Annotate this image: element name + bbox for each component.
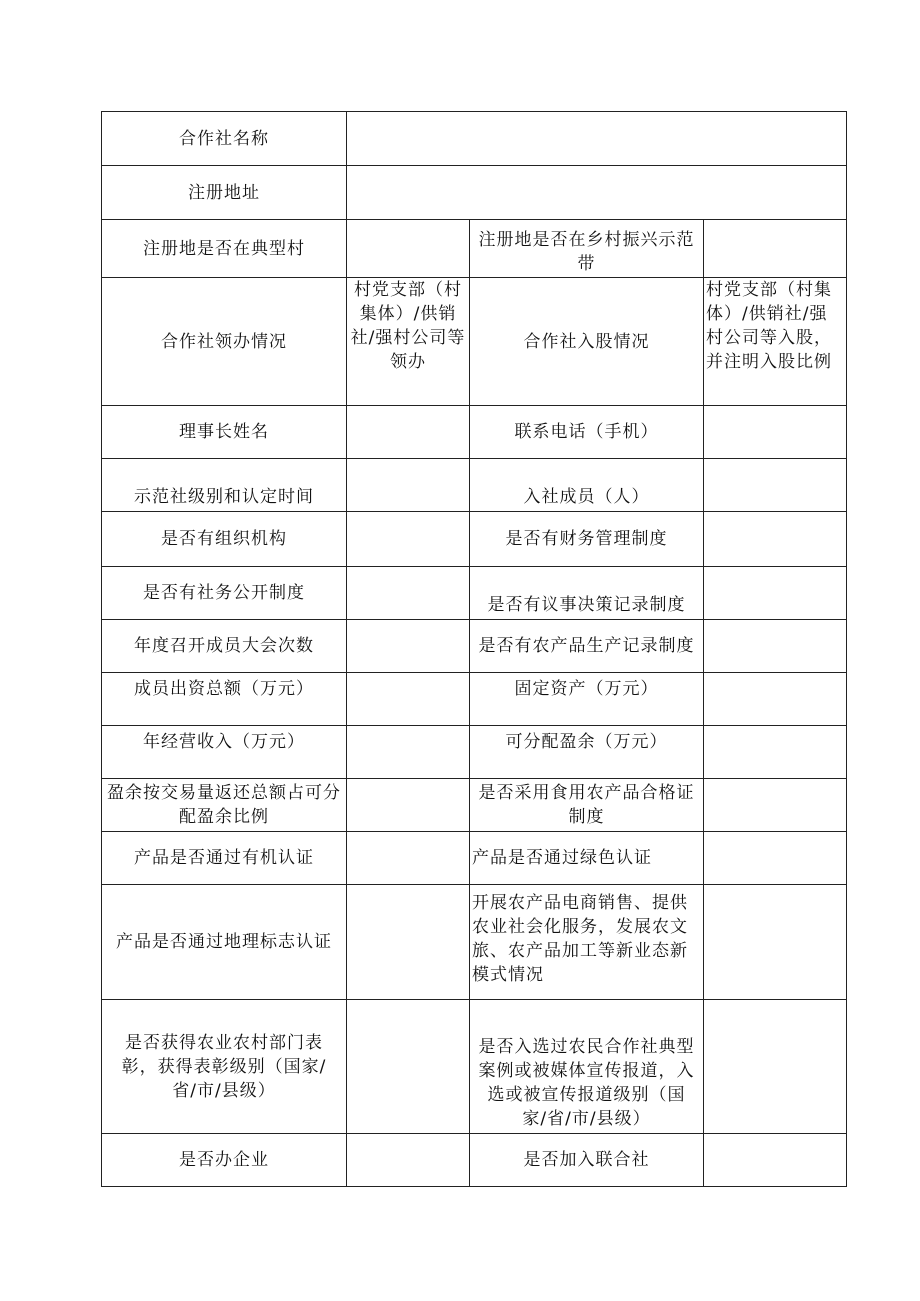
row-organization bbox=[102, 512, 847, 567]
field-runs-enterprise[interactable] bbox=[347, 1134, 470, 1187]
label-leadership: 合作社领办情况 bbox=[102, 278, 347, 406]
label-green-certified: 产品是否通过绿色认证 bbox=[470, 832, 704, 885]
label-runs-enterprise: 是否办企业 bbox=[102, 1134, 347, 1187]
row-certifications bbox=[102, 832, 847, 885]
row-assembly bbox=[102, 620, 847, 673]
row-chairman bbox=[102, 406, 847, 459]
field-green-certified[interactable] bbox=[704, 832, 847, 885]
label-affairs-disclosure: 是否有社务公开制度 bbox=[102, 567, 347, 620]
label-member-capital: 成员出资总额（万元） bbox=[102, 673, 347, 726]
label-typical-village: 注册地是否在典型村 bbox=[102, 220, 347, 278]
field-cooperative-name[interactable] bbox=[347, 112, 847, 166]
row-geo-and-new-models bbox=[102, 885, 847, 1000]
label-decision-records: 是否有议事决策记录制度 bbox=[470, 567, 704, 620]
field-assembly-count[interactable] bbox=[347, 620, 470, 673]
field-organization[interactable] bbox=[347, 512, 470, 567]
field-new-business-models[interactable] bbox=[704, 885, 847, 1000]
label-organization: 是否有组织机构 bbox=[102, 512, 347, 567]
row-registered-address bbox=[102, 166, 847, 220]
note-leadership[interactable]: 村党支部（村集体）/供销社/强村公司等领办 bbox=[347, 278, 470, 406]
field-geo-indication[interactable] bbox=[347, 885, 470, 1000]
label-finance-system: 是否有财务管理制度 bbox=[470, 512, 704, 567]
row-surplus-return bbox=[102, 779, 847, 832]
field-joined-federation[interactable] bbox=[704, 1134, 847, 1187]
label-food-certificate: 是否采用食用农产品合格证制度 bbox=[470, 779, 704, 832]
field-contact-phone[interactable] bbox=[704, 406, 847, 459]
label-typical-case-media: 是否入选过农民合作社典型案例或被媒体宣传报道，入选或被宣传报道级别（国家/省/市/县级） bbox=[470, 1000, 704, 1134]
row-cooperative-name bbox=[102, 112, 847, 166]
label-fixed-assets: 固定资产（万元） bbox=[470, 673, 704, 726]
label-surplus-return: 盈余按交易量返还总额占可分配盈余比例 bbox=[102, 779, 347, 832]
label-revitalization-zone: 注册地是否在乡村振兴示范带 bbox=[470, 220, 704, 278]
field-revitalization-zone[interactable] bbox=[704, 220, 847, 278]
row-capital bbox=[102, 673, 847, 726]
label-production-records: 是否有农产品生产记录制度 bbox=[470, 620, 704, 673]
label-member-count: 入社成员（人） bbox=[470, 459, 704, 512]
label-ministry-commendation: 是否获得农业农村部门表彰，获得表彰级别（国家/省/市/县级） bbox=[102, 1000, 347, 1134]
field-decision-records[interactable] bbox=[704, 567, 847, 620]
field-distributable-surplus[interactable] bbox=[704, 726, 847, 779]
label-assembly-count: 年度召开成员大会次数 bbox=[102, 620, 347, 673]
field-annual-revenue[interactable] bbox=[347, 726, 470, 779]
field-ministry-commendation[interactable] bbox=[347, 1000, 470, 1134]
field-chairman-name[interactable] bbox=[347, 406, 470, 459]
cooperative-info-form bbox=[101, 111, 847, 1187]
note-equity[interactable]: 村党支部（村集体）/供销社/强村公司等入股，并注明入股比例 bbox=[704, 278, 847, 406]
field-member-count[interactable] bbox=[704, 459, 847, 512]
field-registered-address[interactable] bbox=[347, 166, 847, 220]
label-new-business-models: 开展农产品电商销售、提供农业社会化服务，发展农文旅、农产品加工等新业态新模式情况 bbox=[470, 885, 704, 1000]
field-demo-level[interactable] bbox=[347, 459, 470, 512]
field-food-certificate[interactable] bbox=[704, 779, 847, 832]
row-commendation-media bbox=[102, 1000, 847, 1134]
row-disclosure bbox=[102, 567, 847, 620]
label-geo-indication: 产品是否通过地理标志认证 bbox=[102, 885, 347, 1000]
label-cooperative-name: 合作社名称 bbox=[102, 112, 347, 166]
label-joined-federation: 是否加入联合社 bbox=[470, 1134, 704, 1187]
label-demo-level: 示范社级别和认定时间 bbox=[102, 459, 347, 512]
label-contact-phone: 联系电话（手机） bbox=[470, 406, 704, 459]
label-registered-address: 注册地址 bbox=[102, 166, 347, 220]
row-demo-level bbox=[102, 459, 847, 512]
label-organic-certified: 产品是否通过有机认证 bbox=[102, 832, 347, 885]
row-enterprise-federation bbox=[102, 1134, 847, 1187]
row-leadership-equity bbox=[102, 278, 847, 406]
label-annual-revenue: 年经营收入（万元） bbox=[102, 726, 347, 779]
field-fixed-assets[interactable] bbox=[704, 673, 847, 726]
field-surplus-return[interactable] bbox=[347, 779, 470, 832]
label-equity: 合作社入股情况 bbox=[470, 278, 704, 406]
field-organic-certified[interactable] bbox=[347, 832, 470, 885]
field-member-capital[interactable] bbox=[347, 673, 470, 726]
field-typical-case-media[interactable] bbox=[704, 1000, 847, 1134]
row-revenue bbox=[102, 726, 847, 779]
field-finance-system[interactable] bbox=[704, 512, 847, 567]
label-distributable-surplus: 可分配盈余（万元） bbox=[470, 726, 704, 779]
field-production-records[interactable] bbox=[704, 620, 847, 673]
field-typical-village[interactable] bbox=[347, 220, 470, 278]
row-registration-location bbox=[102, 220, 847, 278]
label-chairman-name: 理事长姓名 bbox=[102, 406, 347, 459]
field-affairs-disclosure[interactable] bbox=[347, 567, 470, 620]
